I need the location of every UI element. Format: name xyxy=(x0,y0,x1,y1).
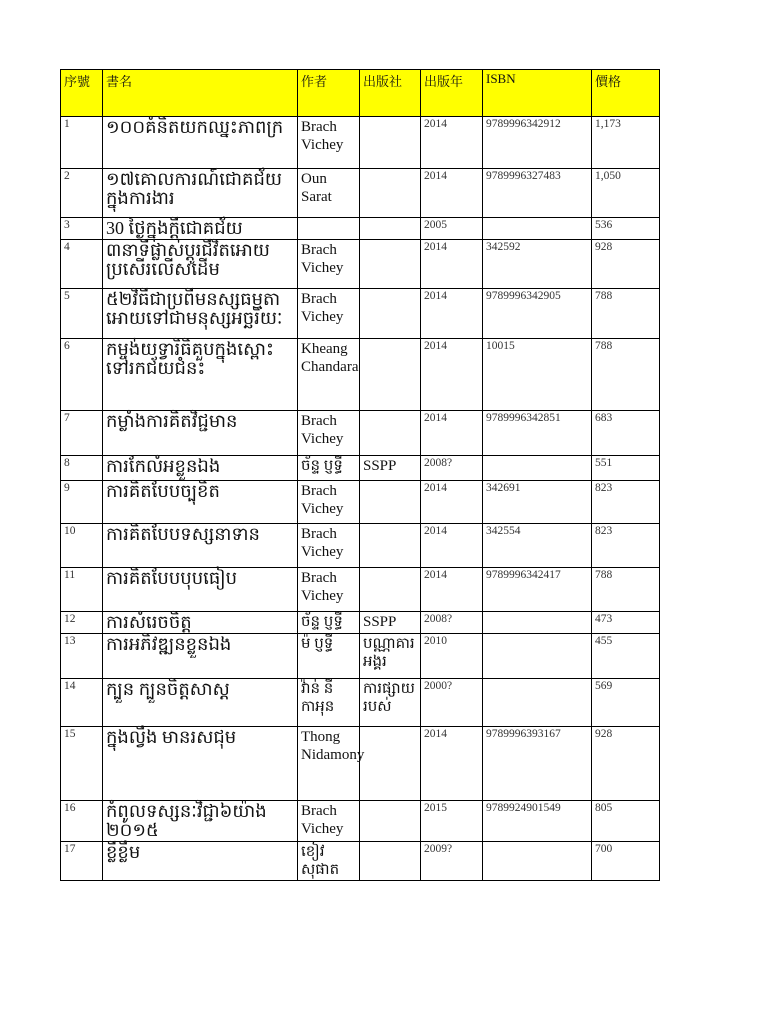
cell-price: 788 xyxy=(592,289,660,339)
cell-number: 9 xyxy=(61,481,103,524)
cell-number: 6 xyxy=(61,339,103,411)
cell-year: 2014 xyxy=(421,727,483,801)
cell-price: 536 xyxy=(592,218,660,240)
header-year: 出版年 xyxy=(421,70,483,117)
cell-price: 1,173 xyxy=(592,117,660,169)
cell-number: 5 xyxy=(61,289,103,339)
cell-author: Brach Vichey xyxy=(298,568,360,612)
header-price: 價格 xyxy=(592,70,660,117)
cell-title: កម្លាំងការគិតវិជ្ជមាន xyxy=(103,411,298,456)
cell-author: ម៉ ប្ញទ្ធី xyxy=(298,634,360,679)
cell-author: Kheang Chandara xyxy=(298,339,360,411)
table-row xyxy=(61,289,660,339)
cell-isbn xyxy=(483,679,592,727)
cell-number: 10 xyxy=(61,524,103,568)
header-publisher: 出版社 xyxy=(360,70,421,117)
cell-publisher xyxy=(360,727,421,801)
cell-year: 2014 xyxy=(421,240,483,289)
cell-author: Brach Vichey xyxy=(298,481,360,524)
cell-price: 1,050 xyxy=(592,169,660,218)
cell-year: 2014 xyxy=(421,524,483,568)
cell-publisher: បណ្ណាគារអង្គរ xyxy=(360,634,421,679)
cell-publisher: SSPP xyxy=(360,456,421,481)
table-row xyxy=(61,679,660,727)
cell-price: 569 xyxy=(592,679,660,727)
cell-publisher xyxy=(360,842,421,881)
table-row xyxy=(61,801,660,842)
cell-publisher xyxy=(360,801,421,842)
cell-title: ក្បួន ក្បួនចិត្តសាស្ត xyxy=(103,679,298,727)
book-table xyxy=(60,69,660,881)
cell-author: ច័ន្ទ ប្ញទ្ធី xyxy=(298,456,360,481)
header-title: 書名 xyxy=(103,70,298,117)
cell-year: 2014 xyxy=(421,411,483,456)
cell-number: 7 xyxy=(61,411,103,456)
cell-number: 2 xyxy=(61,169,103,218)
cell-author: Brach Vichey xyxy=(298,524,360,568)
cell-title: ការអភិវឌ្ឍនខ្លួនឯង xyxy=(103,634,298,679)
cell-year: 2014 xyxy=(421,117,483,169)
cell-author: Brach Vichey xyxy=(298,289,360,339)
cell-publisher xyxy=(360,169,421,218)
cell-year: 2014 xyxy=(421,169,483,218)
table-row xyxy=(61,117,660,169)
cell-price: 823 xyxy=(592,481,660,524)
cell-title: ការគិតបែបបុបធៀប xyxy=(103,568,298,612)
cell-number: 16 xyxy=(61,801,103,842)
cell-price: 473 xyxy=(592,612,660,634)
cell-isbn xyxy=(483,456,592,481)
header-num: 序號 xyxy=(61,70,103,117)
table-row xyxy=(61,524,660,568)
cell-year: 2014 xyxy=(421,568,483,612)
cell-author: Brach Vichey xyxy=(298,117,360,169)
cell-author xyxy=(298,218,360,240)
cell-number: 13 xyxy=(61,634,103,679)
cell-publisher: SSPP xyxy=(360,612,421,634)
table-row xyxy=(61,842,660,881)
cell-title: ការកែលំអខ្លួនឯង xyxy=(103,456,298,481)
cell-number: 14 xyxy=(61,679,103,727)
cell-publisher: ការផ្សាយរបស់ xyxy=(360,679,421,727)
cell-publisher xyxy=(360,524,421,568)
cell-isbn xyxy=(483,612,592,634)
cell-price: 683 xyxy=(592,411,660,456)
cell-title: ការគិតបែបច្បុខិត xyxy=(103,481,298,524)
cell-price: 788 xyxy=(592,339,660,411)
cell-isbn: 9789996393167 xyxy=(483,727,592,801)
cell-publisher xyxy=(360,289,421,339)
cell-isbn: 9789924901549 xyxy=(483,801,592,842)
cell-author: Brach Vichey xyxy=(298,411,360,456)
table-row xyxy=(61,456,660,481)
cell-title: ខ្លីខ្លឹម xyxy=(103,842,298,881)
cell-author: Brach Vichey xyxy=(298,801,360,842)
cell-isbn xyxy=(483,218,592,240)
cell-year: 2000? xyxy=(421,679,483,727)
cell-price: 551 xyxy=(592,456,660,481)
cell-author: ខៀវ សុផាត xyxy=(298,842,360,881)
cell-number: 3 xyxy=(61,218,103,240)
table-row xyxy=(61,169,660,218)
cell-publisher xyxy=(360,481,421,524)
cell-year: 2015 xyxy=(421,801,483,842)
cell-isbn: 9789996327483 xyxy=(483,169,592,218)
cell-isbn: 10015 xyxy=(483,339,592,411)
cell-price: 455 xyxy=(592,634,660,679)
cell-isbn: 9789996342912 xyxy=(483,117,592,169)
cell-isbn: 9789996342851 xyxy=(483,411,592,456)
cell-number: 1 xyxy=(61,117,103,169)
cell-isbn xyxy=(483,842,592,881)
cell-publisher xyxy=(360,411,421,456)
cell-number: 8 xyxy=(61,456,103,481)
cell-title: ៥២វិធីជាប្រពីមនស្សធម្មតាអោយទៅជាមនុស្សអច្ឆរិយៈ xyxy=(103,289,298,339)
cell-publisher xyxy=(360,568,421,612)
cell-price: 928 xyxy=(592,727,660,801)
cell-year: 2014 xyxy=(421,289,483,339)
cell-author: Oun Sarat xyxy=(298,169,360,218)
cell-price: 700 xyxy=(592,842,660,881)
cell-price: 823 xyxy=(592,524,660,568)
header-author: 作者 xyxy=(298,70,360,117)
header-row xyxy=(61,70,660,117)
table-body xyxy=(61,117,660,881)
table-row xyxy=(61,240,660,289)
cell-title: ក្នុងល្វឹង មានរសជុម xyxy=(103,727,298,801)
cell-title: កម្ចង់យទ្វារិធិគួបក្នុងស្ពោះទៅរកជ័យជំនះ xyxy=(103,339,298,411)
cell-title: ការគិតបែបទស្សនាទាន xyxy=(103,524,298,568)
cell-author: វ៉ាន់ នី កាអុន xyxy=(298,679,360,727)
cell-number: 11 xyxy=(61,568,103,612)
cell-year: 2008? xyxy=(421,612,483,634)
table-row xyxy=(61,218,660,240)
cell-year: 2014 xyxy=(421,339,483,411)
cell-author: Brach Vichey xyxy=(298,240,360,289)
cell-year: 2009? xyxy=(421,842,483,881)
cell-number: 15 xyxy=(61,727,103,801)
cell-publisher xyxy=(360,218,421,240)
cell-author: ច័ន្ទ ប្ញទ្ធី xyxy=(298,612,360,634)
cell-number: 12 xyxy=(61,612,103,634)
table-row xyxy=(61,481,660,524)
cell-title: កំពូលទស្សនៈវិជ្ជា៦យ៉ាង ២០១៥ xyxy=(103,801,298,842)
cell-year: 2008? xyxy=(421,456,483,481)
cell-year: 2014 xyxy=(421,481,483,524)
cell-isbn: 342691 xyxy=(483,481,592,524)
cell-isbn: 9789996342905 xyxy=(483,289,592,339)
table-row xyxy=(61,727,660,801)
cell-publisher xyxy=(360,339,421,411)
table-row xyxy=(61,411,660,456)
cell-publisher xyxy=(360,240,421,289)
cell-year: 2010 xyxy=(421,634,483,679)
cell-title: 30 ថ្ងៃក្នុងក្តីជោគជ័យ xyxy=(103,218,298,240)
table-row xyxy=(61,339,660,411)
cell-title: ការសំរេចចិត្ត xyxy=(103,612,298,634)
cell-title: ១០០គំនិតយកឈ្នះភាពក្រ xyxy=(103,117,298,169)
cell-number: 17 xyxy=(61,842,103,881)
cell-price: 928 xyxy=(592,240,660,289)
cell-title: ៣នាទីផ្លាស់ប្តូរជីវិតអោយប្រសើរលើសដើម xyxy=(103,240,298,289)
cell-year: 2005 xyxy=(421,218,483,240)
header-isbn: ISBN xyxy=(483,70,592,117)
cell-isbn: 9789996342417 xyxy=(483,568,592,612)
cell-title: ១៧គោលការណ៍ជោគជ័យក្នុងការងារ xyxy=(103,169,298,218)
cell-publisher xyxy=(360,117,421,169)
cell-number: 4 xyxy=(61,240,103,289)
cell-isbn: 342554 xyxy=(483,524,592,568)
cell-author: Thong Nidamony xyxy=(298,727,360,801)
table-row xyxy=(61,634,660,679)
cell-price: 788 xyxy=(592,568,660,612)
table-row xyxy=(61,568,660,612)
cell-isbn: 342592 xyxy=(483,240,592,289)
table-row xyxy=(61,612,660,634)
cell-price: 805 xyxy=(592,801,660,842)
cell-isbn xyxy=(483,634,592,679)
